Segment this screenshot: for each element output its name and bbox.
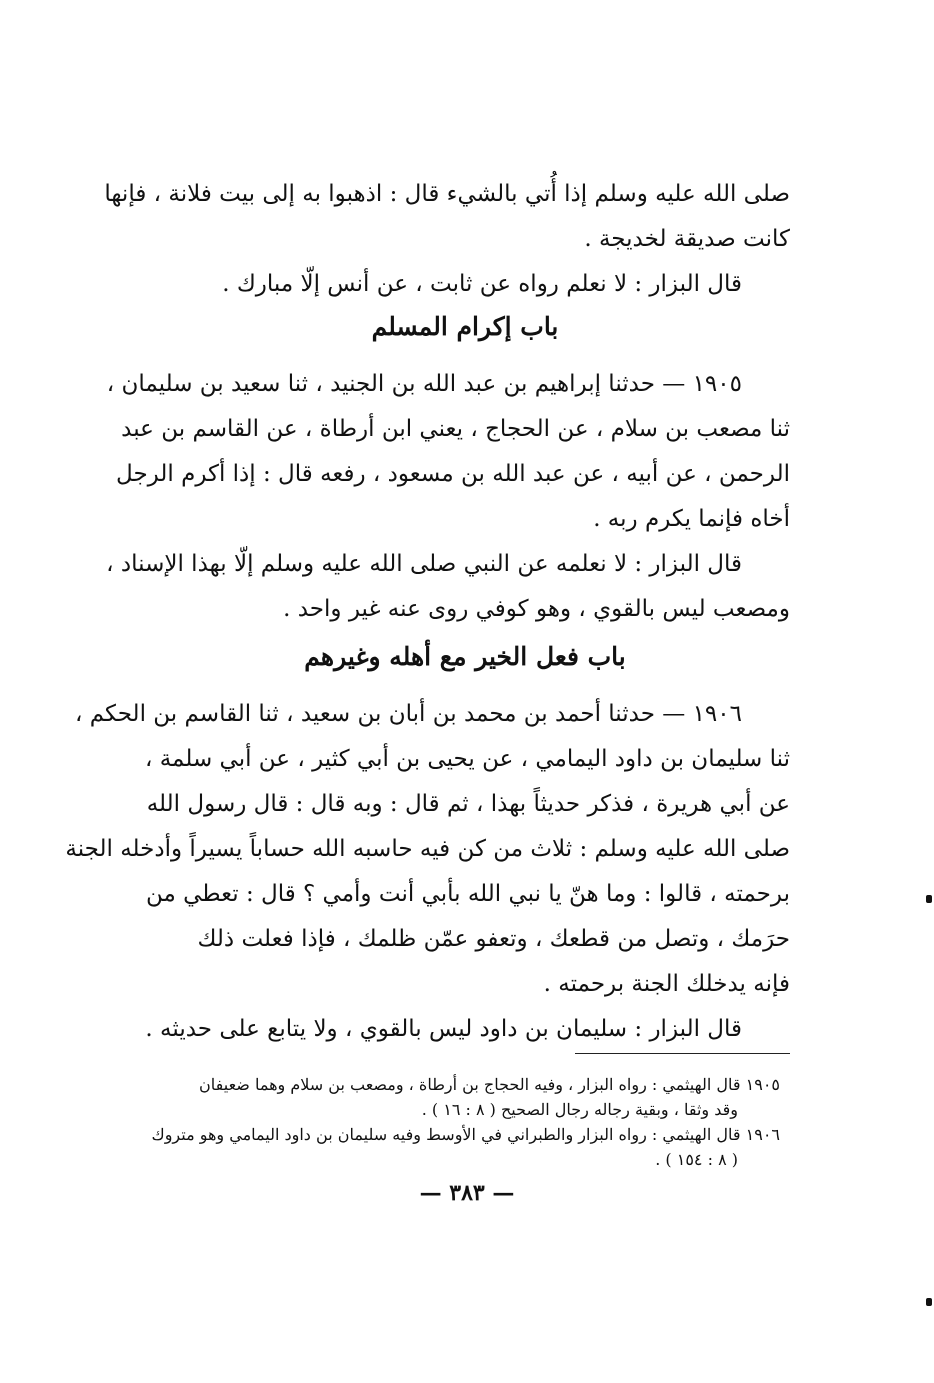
footnote-line: ١٩٠٦ قال الهيثمي : رواه البزار والطبراني في الأوسط وفيه سليمان بن داود اليمامي وهو متروك <box>151 1125 780 1144</box>
hadith-line: عن أبي هريرة ، فذكر حديثاً بهذا ، ثم قال : وبه قال : قال رسول الله <box>146 791 790 817</box>
intro-remark: قال البزار : لا نعلم رواه عن ثابت ، عن أنس إلّا مبارك . <box>222 271 742 297</box>
remark-1905 <box>106 542 790 632</box>
footnote-line: وقد وثقا ، وبقية رجاله رجال الصحيح ( ٨ : ١٦ ) . <box>421 1100 738 1119</box>
intro-line: صلى الله عليه وسلم إذا أُتي بالشيء قال : اذهبوا به إلى بيت فلانة ، فإنها <box>104 181 790 207</box>
section-heading: باب فعل الخير مع أهله وغيرهم <box>304 642 626 671</box>
hadith-1906 <box>65 692 790 1052</box>
scan-mark <box>926 1298 932 1306</box>
hadith-line: ثنا مصعب بن سلام ، عن الحجاج ، يعني ابن أرطاة ، عن القاسم بن عبد <box>121 416 790 442</box>
footnote-divider <box>575 1053 790 1054</box>
scan-mark <box>926 895 932 903</box>
remark-line: ومصعب ليس بالقوي ، وهو كوفي روى عنه غير واحد . <box>283 596 790 622</box>
hadith-line: ١٩٠٦ — حدثنا أحمد بن محمد بن أبان بن سعيد ، ثنا القاسم بن الحكم ، <box>74 701 742 727</box>
hadith-line: حرَمك ، وتصل من قطعك ، وتعفو عمّن ظلمك ، فإذا فعلت ذلك <box>197 926 790 952</box>
hadith-line: فإنه يدخلك الجنة برحمته . <box>543 971 790 997</box>
hadith-1905 <box>106 362 790 542</box>
hadith-line: الرحمن ، عن أبيه ، عن عبد الله بن مسعود ، رفعه قال : إذا أكرم الرجل <box>116 461 790 487</box>
hadith-line: ١٩٠٥ — حدثنا إبراهيم بن عبد الله بن الجنيد ، ثنا سعيد بن سليمان ، <box>106 371 742 397</box>
footnote-line: ( ٨ : ١٥٤ ) . <box>655 1150 738 1169</box>
footnote-line: ١٩٠٥ قال الهيثمي : رواه البزار ، وفيه الحجاج بن أرطاة ، ومصعب بن سلام وهما ضعيفان <box>199 1075 780 1094</box>
page-number: — ٣٨٣ — <box>419 1180 515 1206</box>
hadith-line: صلى الله عليه وسلم : ثلاث من كن فيه حاسبه الله حساباً يسيراً وأدخله الجنة <box>65 836 790 862</box>
hadith-line: أخاه فإنما يكرم ربه . <box>593 506 790 532</box>
hadith-line: ثنا سليمان بن داود اليمامي ، عن يحيى بن أبي كثير ، عن أبي سلمة ، <box>144 746 790 772</box>
hadith-line: برحمته ، قالوا : وما هنّ يا نبي الله بأبي أنت وأمي ؟ قال : تعطي من <box>145 881 790 907</box>
section-heading: باب إكرام المسلم <box>371 312 559 341</box>
remark-1906: قال البزار : سليمان بن داود ليس بالقوي ، ولا يتابع على حديثه . <box>145 1016 742 1042</box>
intro-line: كانت صديقة لخديجة . <box>584 226 790 252</box>
footnotes <box>130 1072 780 1172</box>
intro-paragraph <box>104 172 790 307</box>
remark-line: قال البزار : لا نعلمه عن النبي صلى الله عليه وسلم إلّا بهذا الإسناد ، <box>106 551 742 577</box>
